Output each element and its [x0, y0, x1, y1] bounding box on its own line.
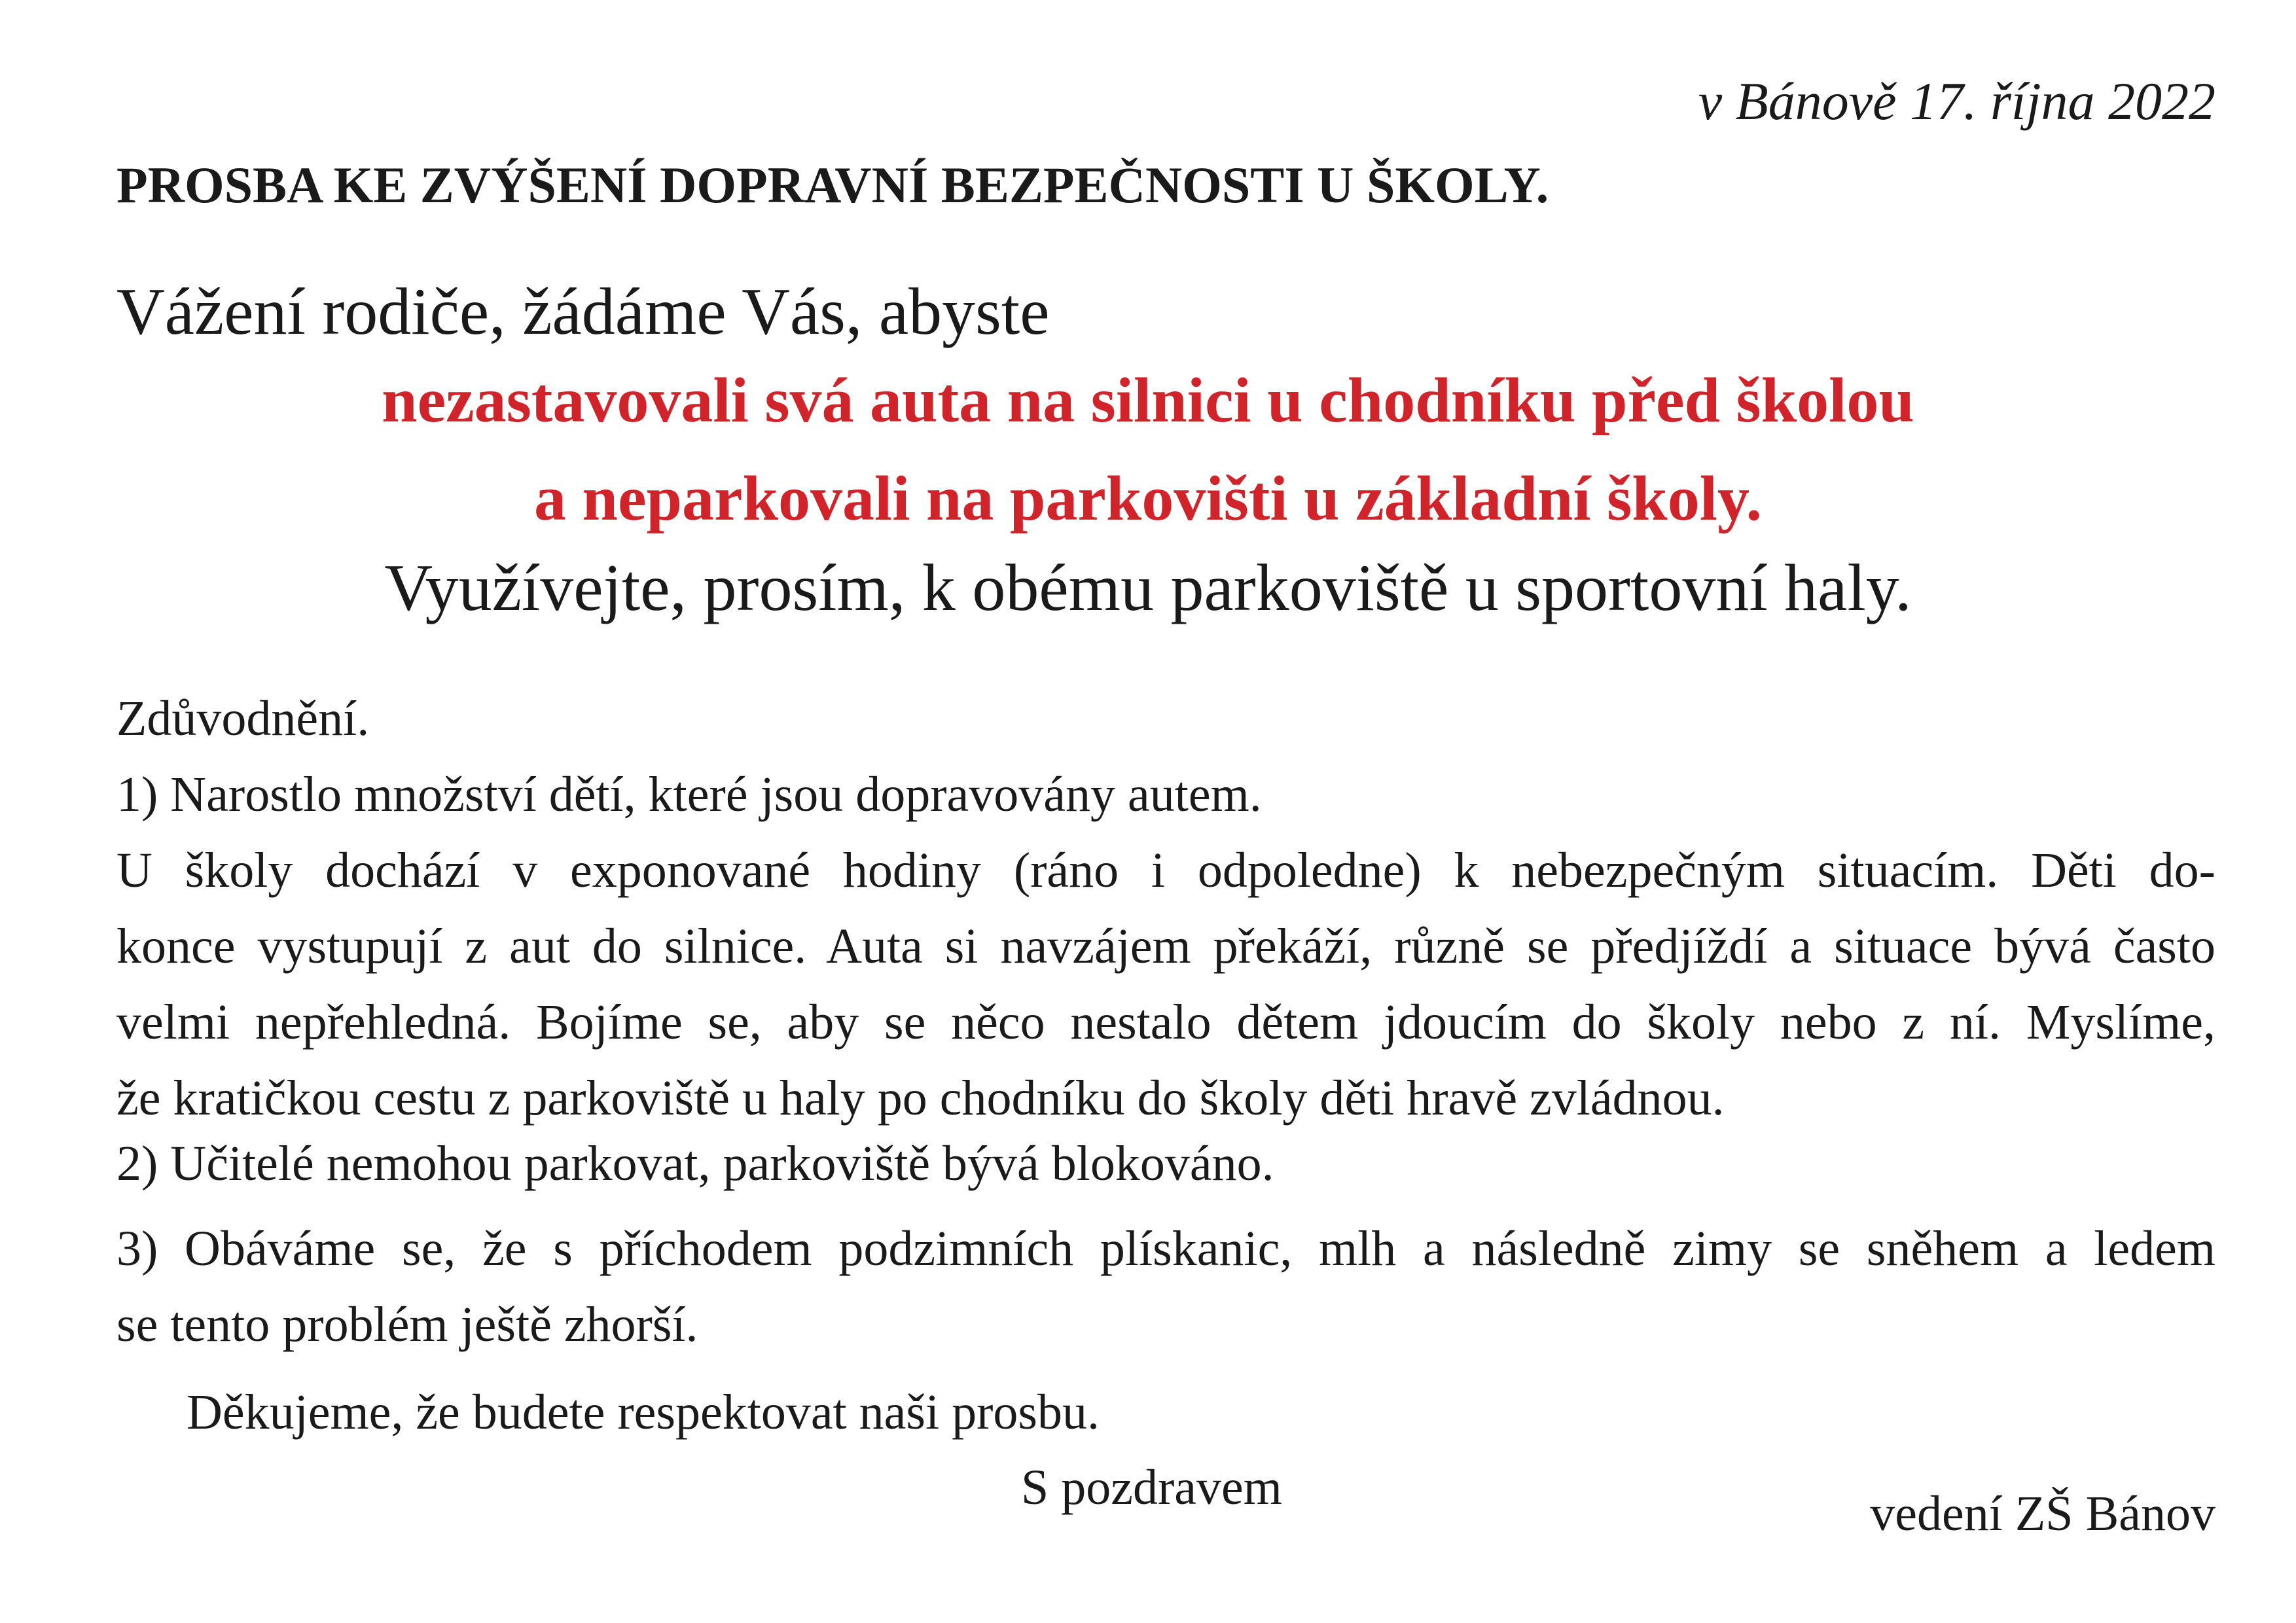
appeal-greeting: Vážení rodiče, žádáme Vás, abyste — [117, 275, 1050, 349]
signature: vedení ZŠ Bánov — [1870, 1486, 2215, 1541]
reasons-heading: Zdůvodnění. — [117, 691, 370, 746]
letter-title: PROSBA KE ZVÝŠENÍ DOPRAVNÍ BEZPEČNOSTI U ŠKOLY. — [117, 156, 1549, 213]
reason-item-3-line: 3) Obáváme se, že s příchodem podzimních plískanic, mlh a následně zimy se sněhem a ledem — [117, 1221, 2215, 1276]
reason-item-3-line: se tento problém ještě zhorší. — [117, 1297, 698, 1352]
reason-item-2: 2) Učitelé nemohou parkovat, parkoviště bývá blokováno. — [117, 1136, 1274, 1191]
request-line-1: nezastavovali svá auta na silnici u chodníku před školou — [382, 365, 1914, 436]
reason-item-1-line: U školy dochází v exponované hodiny (ráno i odpoledne) k nebezpečným situacím. Děti do- — [117, 843, 2215, 898]
reason-item-3-text — [117, 1211, 2215, 1363]
reason-item-1-line: konce vystupují z aut do silnice. Auta si navzájem překáží, různě se předjíždí a situace bývá často — [117, 919, 2215, 974]
reason-item-1-title: 1) Narostlo množství dětí, které jsou dopravovány autem. — [117, 767, 1262, 822]
closing-greeting: S pozdravem — [1021, 1460, 1282, 1515]
alternative-parking: Využívejte, prosím, k obému parkoviště u sportovní haly. — [384, 551, 1912, 625]
reason-item-1-line: velmi nepřehledná. Bojíme se, aby se něco nestalo dětem jdoucím do školy nebo z ní. Myslíme, — [117, 995, 2215, 1050]
letter-date: v Bánově 17. října 2022 — [1698, 71, 2215, 131]
request-line-2: a neparkovali na parkovišti u základní školy. — [533, 463, 1763, 534]
reason-item-1-line: že kratičkou cestu z parkoviště u haly po chodníku do školy děti hravě zvládnou. — [117, 1071, 1725, 1126]
closing-thanks: Děkujeme, že budete respektovat naši prosbu. — [187, 1385, 1100, 1440]
reason-item-1-text — [117, 832, 2215, 1136]
